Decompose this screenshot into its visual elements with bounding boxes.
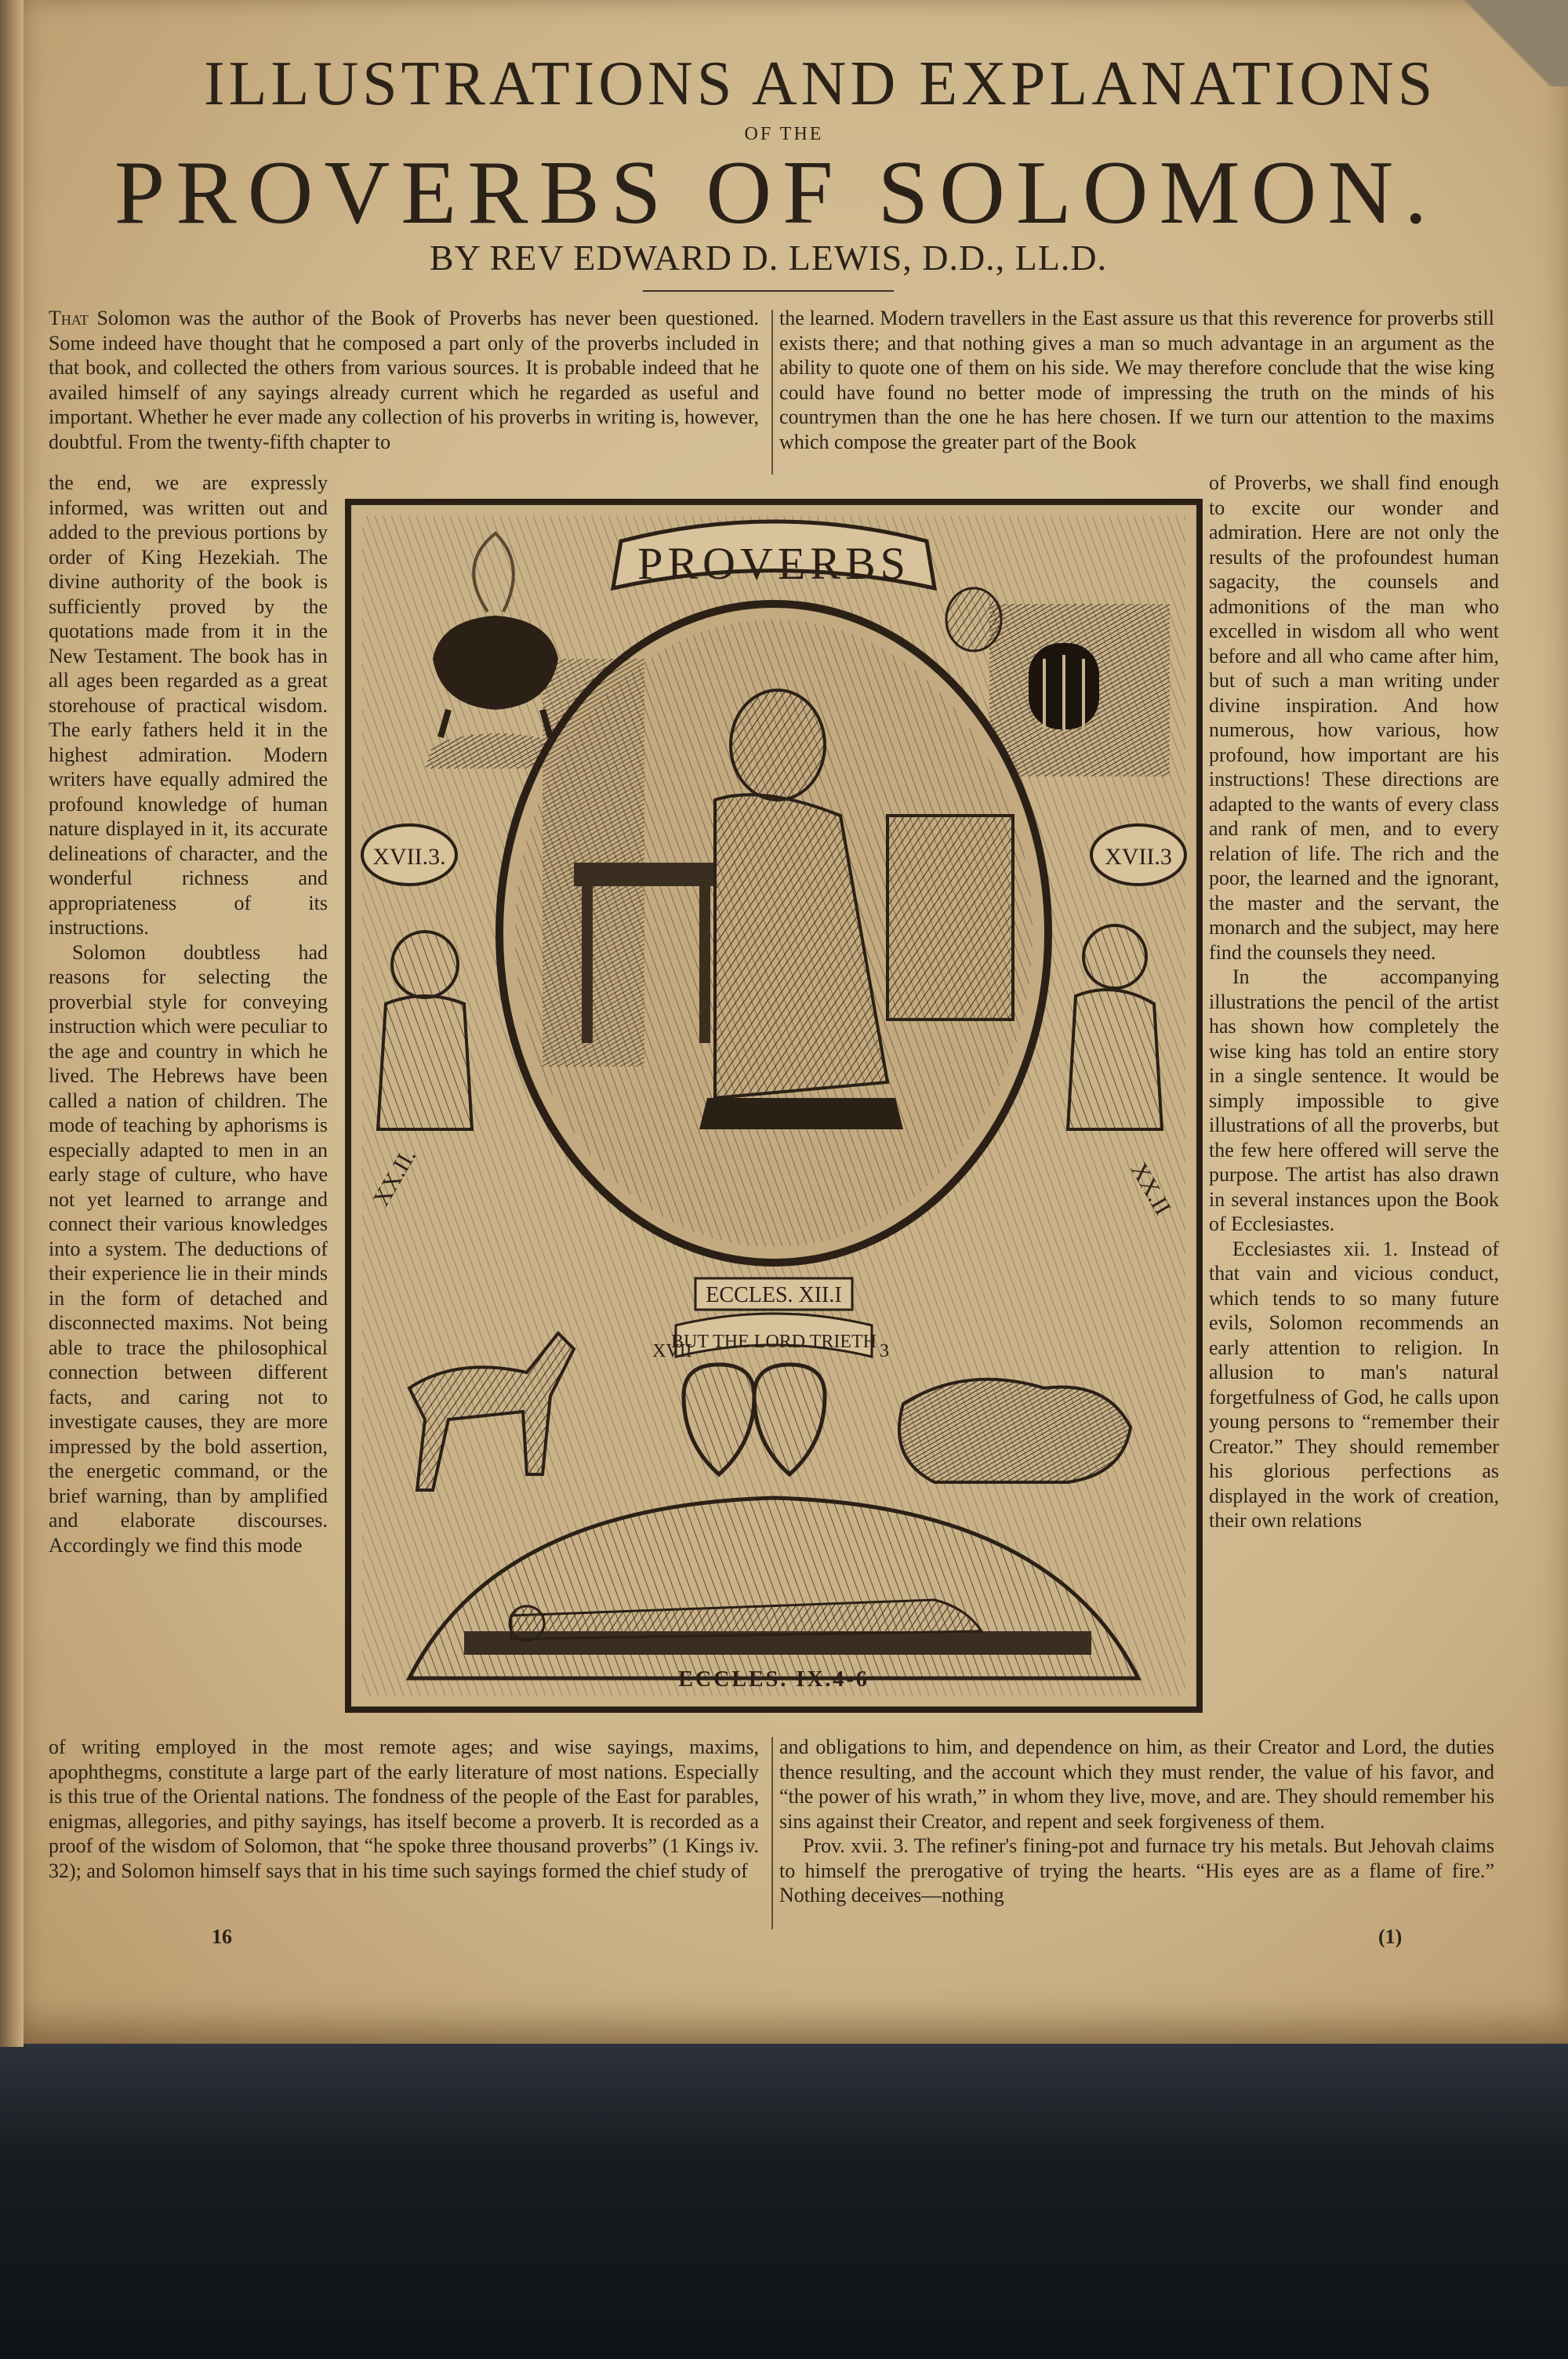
title-of-the: OF THE (744, 124, 824, 144)
left-top-text: Solomon was the author of the Book of Proverbs has never been questioned. Some indeed have thought that he composed a part only of the proverbs included in that book, and collected the others from various sources. It is probable indeed that he availed himself of any sayings already current which he regarded as useful and important. Whether he ever made any collection of his proverbs in writing is, however, doubtful. From the twenty-fifth chapter to (49, 307, 759, 453)
label-left-top-text: XVII.3. (372, 844, 446, 870)
page-corner-fold (1443, 0, 1568, 86)
hearts-right-text: 3 (880, 1341, 889, 1361)
column-divider-bottom (771, 1737, 773, 1929)
right-bottom-p2: Prov. xvii. 3. The refiner's fining-pot and furnace try his metals. But Jehovah claims to himself the prerogative of trying the hearts. “His eyes are as a flame of fire.” Nothing deceives—nothing (779, 1834, 1494, 1906)
title-line-1: ILLUSTRATIONS AND EXPLANATIONS (204, 49, 1437, 118)
header-rule (643, 290, 894, 292)
label-right-mid-text: XX.II (1125, 1158, 1176, 1219)
left-bottom-column (49, 1735, 759, 1883)
column-divider-top (771, 310, 773, 474)
child-left (378, 932, 472, 1129)
proverbs-banner (613, 522, 935, 589)
drop-lead-word: That (49, 307, 89, 329)
book-spine (0, 0, 24, 2047)
right-bottom-column (779, 1735, 1494, 1908)
bottom-reference-text: ECCLES. IX.4-6 (678, 1667, 869, 1692)
label-left-top (362, 825, 456, 885)
right-narrow-column (1209, 471, 1499, 1533)
center-reference (695, 1278, 852, 1310)
background-surface (0, 2039, 1568, 2359)
right-narrow-p2: In the accompanying illustrations the pencil of the artist has shown how completely the wise king has told an entire story in a single sentence. It would be simply impossible to give illustrations of all the proverbs, but the few here offered will serve the purpose. The artist has also drawn in several instances upon the Book of Ecclesiastes. (1209, 965, 1499, 1235)
hearts-left-text: XVII (652, 1341, 692, 1361)
right-narrow-p3: Ecclesiastes xii. 1. Instead of that vain and vicious conduct, which tends to so many future evils, Solomon recommends an early attention to religion. In allusion to man's natural forgetfulness of God, he calls upon young persons to “remember their Creator.” They should remember his glorious perfections as displayed in the work of creation, their own relations (1209, 1237, 1499, 1532)
label-right-top-text: XVII.3 (1105, 844, 1172, 870)
banner-text: PROVERBS (637, 538, 910, 589)
folio-left: 16 (212, 1925, 232, 1948)
left-narrow-p2: Solomon doubtless had reasons for selecting the proverbial style for conveying instruction which were peculiar to the age and country in which he lived. The Hebrews have been called a nation of children. The mode of teaching by aphorisms is especially adapted to men in an early stage of culture, who have not yet learned to arrange and connect their various knowledges into a system. The deductions of their experience lie in their minds in the form of detached and disconnected maxims. Not being able to trace the philosophical connection between different facts, and caring not to investigate causes, they are more impressed by the bold assertion, the energetic command, or the brief warning, than by amplified and elaborate discourses. Accordingly we find this mode (49, 940, 328, 1557)
right-top-column (779, 306, 1494, 454)
kneeling-boy-scene (499, 604, 1048, 1263)
left-narrow-p1: the end, we are expressly informed, was written out and added to the previous portions by order of King Hezekiah. The divine authority of the book is sufficiently proved by the quotations made from it in the New Testament. The book has in all ages been regarded as a great storehouse of practical wisdom. The early fathers held it in the highest admiration. Modern writers have equally admired the profound knowledge of human nature displayed in it, its accurate delineations of character, and the wonderful richness and appropriateness of its instructions. (49, 471, 328, 939)
left-bottom-text: of writing employed in the most remote ages; and wise sayings, maxims, apophthegms, constitute a large part of the early literature of most nations. Especially is this true of the Oriental nations. The fondness of the people of the East for parables, enigmas, allegories, and pithy sayings, has itself become a proverb. It is recorded as a proof of the wisdom of Solomon, that “he spoke three thousand proverbs” (1 Kings iv. 32); and Solomon himself says that in his time such sayings formed the chief study of (49, 1736, 759, 1882)
title-line-2: PROVERBS OF SOLOMON. (114, 143, 1439, 243)
right-top-text: the learned. Modern travellers in the East assure us that this reverence for proverbs still exists there; and that nothing gives a man so much advantage in an argument as the ability to quote one of them on his side. We may therefore conclude that the wise king could have found no better mode of impressing the truth on the minds of his countrymen than the one he has here chosen. If we turn our attention to the maxims which compose the greater part of the Book (779, 307, 1494, 453)
right-bottom-p1: and obligations to him, and dependence on him, as their Creator and Lord, the duties thence resulting, and the account which they must render, the value of his favor, and “the power of his wrath,” in whom they live, move, and are. They should remember his sins against their Creator, and repent and seek forgiveness of them. (779, 1736, 1494, 1833)
right-narrow-p1: of Proverbs, we shall find enough to excite our wonder and admiration. Here are not only the results of the profoundest human sagacity, the counsels and admonitions of the man who excelled in wisdom all who went before and all who came after him, but of such a man writing under divine inspiration. And how numerous, how various, how profound, how important are his instructions! These directions are adapted to the wants of every class and rank of men, and to every relation of life. The rich and the poor, the learned and the ignorant, the master and the servant, the monarch and the subject, may here find the counsels they need. (1209, 471, 1499, 964)
engraved-illustration (339, 486, 1209, 1725)
left-top-column (49, 306, 759, 454)
label-left-mid-text: XX.II. (368, 1144, 422, 1211)
label-right-top (1091, 825, 1185, 885)
center-scroll-text: BUT THE LORD TRIETH (671, 1332, 877, 1352)
lion-figure (899, 1379, 1131, 1482)
left-narrow-column (49, 471, 328, 1558)
center-ref-text: ECCLES. XII.I (706, 1283, 842, 1307)
folio-right: (1) (1378, 1925, 1403, 1948)
author-byline: BY REV EDWARD D. LEWIS, D.D., LL.D. (429, 238, 1108, 278)
